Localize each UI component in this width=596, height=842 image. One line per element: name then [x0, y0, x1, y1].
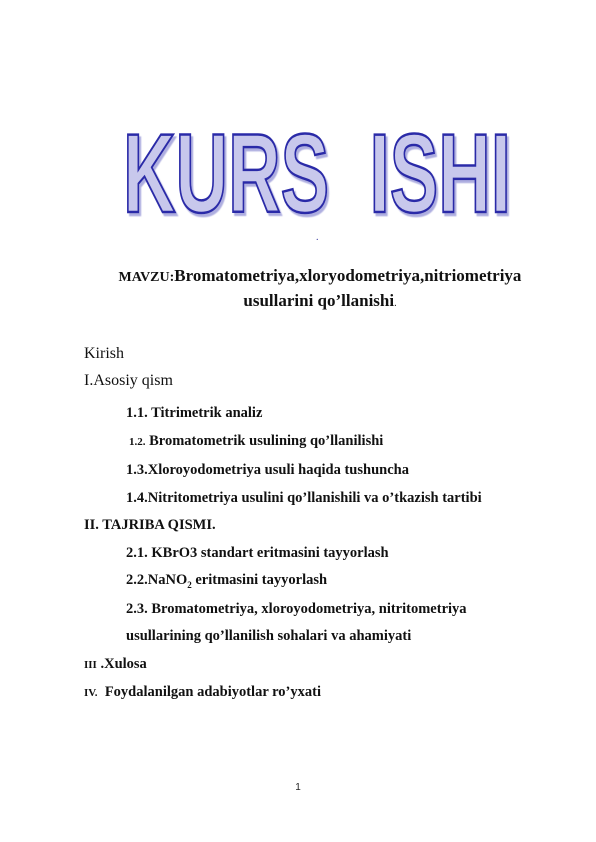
- topic-heading: [70, 264, 570, 315]
- toc-section-1-4: 1.4.Nitritometriya usulini qo’llanishili va o’tkazish tartibi: [126, 490, 482, 506]
- toc-section-2-2-pre: 2.2.NaNO: [126, 572, 188, 588]
- toc-section-1-2-number: 1.2.: [129, 436, 146, 448]
- topic-title-part-2: usullarini qo’llanishi: [243, 291, 395, 310]
- toc-part-1: I.Asosiy qism: [84, 372, 173, 389]
- topic-title-part-1: Bromatometriya,xloryodometriya,nitriometriya: [174, 266, 522, 285]
- toc-kirish: Kirish: [84, 345, 124, 362]
- toc-part-3-text: .Xulosa: [96, 656, 147, 672]
- decor-dot: .: [316, 232, 319, 243]
- topic-label: MAVZU:: [118, 270, 175, 285]
- toc-part-3-number: III: [84, 659, 97, 671]
- toc-section-1-3: 1.3.Xloroyodometriya usuli haqida tushuncha: [126, 462, 409, 478]
- toc-section-2-2-subscript: 2: [187, 579, 192, 590]
- toc-part-4-number: IV.: [84, 687, 98, 699]
- topic-period: .: [394, 298, 397, 309]
- topic-line-2: [70, 289, 570, 315]
- toc-part-2: II. TAJRIBA QISMI.: [84, 517, 216, 533]
- toc-section-2-3-line-1: 2.3. Bromatometriya, xloroyodometriya, nitritometriya: [126, 601, 467, 617]
- toc-section-1-1: 1.1. Titrimetrik analiz: [126, 405, 263, 421]
- toc-part-4: [84, 684, 321, 701]
- toc-section-1-2-text: Bromatometrik usulining qo’llanilishi: [145, 433, 384, 449]
- topic-line-1: [70, 264, 570, 289]
- toc-section-2-2: [126, 572, 327, 590]
- title-text: KURS ISHI: [123, 112, 511, 222]
- title-wordart: [0, 112, 596, 222]
- toc-part-4-text: Foydalanilgan adabiyotlar ro’yxati: [97, 684, 321, 700]
- toc-section-2-3-line-2: usullarining qo’llanilish sohalari va ahamiyati: [126, 628, 412, 644]
- toc-section-1-2: [129, 433, 383, 450]
- toc-section-2-1: 2.1. KBrO3 standart eritmasini tayyorlash: [126, 545, 389, 561]
- toc-section-2-2-post: eritmasini tayyorlash: [191, 572, 328, 588]
- toc-part-3: [84, 656, 147, 673]
- page-number: 1: [295, 782, 301, 793]
